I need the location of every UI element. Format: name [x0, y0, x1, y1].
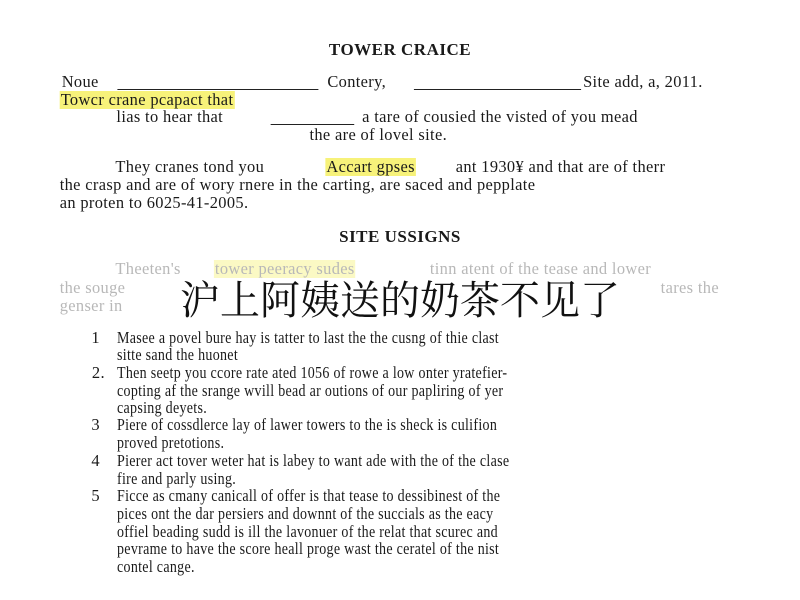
list-number: 1	[91, 328, 100, 347]
para1-text-d: an proten to 6025-41-2005.	[59, 193, 249, 212]
section-title: SITE USSIGNS	[339, 227, 461, 246]
list-text: capsing deyets.	[117, 398, 208, 417]
list-text: Then seetp you ccore rate ated 1056 of rowe a low onter yratefier-	[117, 363, 508, 382]
contery-blank	[414, 75, 581, 90]
intro-blank	[271, 110, 355, 125]
list-text: Pierer act tover weter hat is labey to want ade with the of the clase	[117, 451, 510, 470]
list-text: fire and parly using.	[117, 469, 237, 488]
faded-text-a: Theeten's	[115, 259, 181, 278]
para1-text-c: the crasp and are of wory rnere in the carting, are saced and pepplate	[59, 175, 536, 194]
list-number: 4	[91, 451, 100, 470]
faded-text-d: tares the	[660, 278, 719, 297]
overlay-caption: 沪上阿姨送的奶茶不见了	[180, 278, 620, 324]
para1-text-b: ant 1930¥ and that are of therr	[455, 157, 666, 176]
faded-highlight: tower peeracy sudes	[214, 259, 355, 278]
list-number: 5	[91, 486, 100, 505]
intro-text-c: the are of lovel site.	[309, 125, 448, 144]
list-text: Piere of cossdlerce lay of lawer towers to the is sheck is culifion	[117, 415, 498, 434]
intro-highlight: Towcr crane pcapact that	[60, 90, 234, 109]
intro-text-b: a tare of cousied the visted of you mead	[362, 107, 638, 126]
contery-label: Contery,	[327, 72, 387, 91]
para1-text-a: They cranes tond you	[115, 157, 265, 176]
faded-text-e: genser in	[59, 296, 123, 315]
list-text: sitte sand the huonet	[117, 345, 239, 364]
faded-text-b: tinn atent of the tease and lower	[429, 259, 652, 278]
list-text: contel cange.	[117, 557, 195, 576]
document-title: TOWER CRAICE	[328, 40, 472, 59]
list-text: Ficce as cmany canicall of offer is that tease to dessibinest of the	[117, 486, 501, 505]
site-address-label: Site add, a, 2011.	[583, 72, 703, 91]
intro-text-a: lias to hear that	[116, 107, 224, 126]
name-blank	[117, 75, 318, 90]
list-text: proved pretotions.	[117, 433, 225, 452]
list-text: pevrame to have the score heall proge wast the ceratel of the nist	[117, 539, 500, 558]
list-number: 2.	[91, 363, 105, 382]
para1-highlight: Accart gpses	[326, 157, 415, 176]
name-label: Noue	[61, 72, 99, 91]
list-number: 3	[91, 415, 100, 434]
list-text: offiel beading sudd is ill the lavonuer of the relat that scurec and	[117, 522, 498, 541]
list-text: copting af the srange wvill bead ar outions of our papliring of yer	[117, 381, 504, 400]
faded-text-c: the souge	[59, 278, 126, 297]
list-text: pices ont the dar persiers and downnt of the succials as the eacy	[117, 504, 494, 523]
list-text: Masee a povel bure hay is tatter to last the the cusng of thie clast	[117, 328, 499, 347]
